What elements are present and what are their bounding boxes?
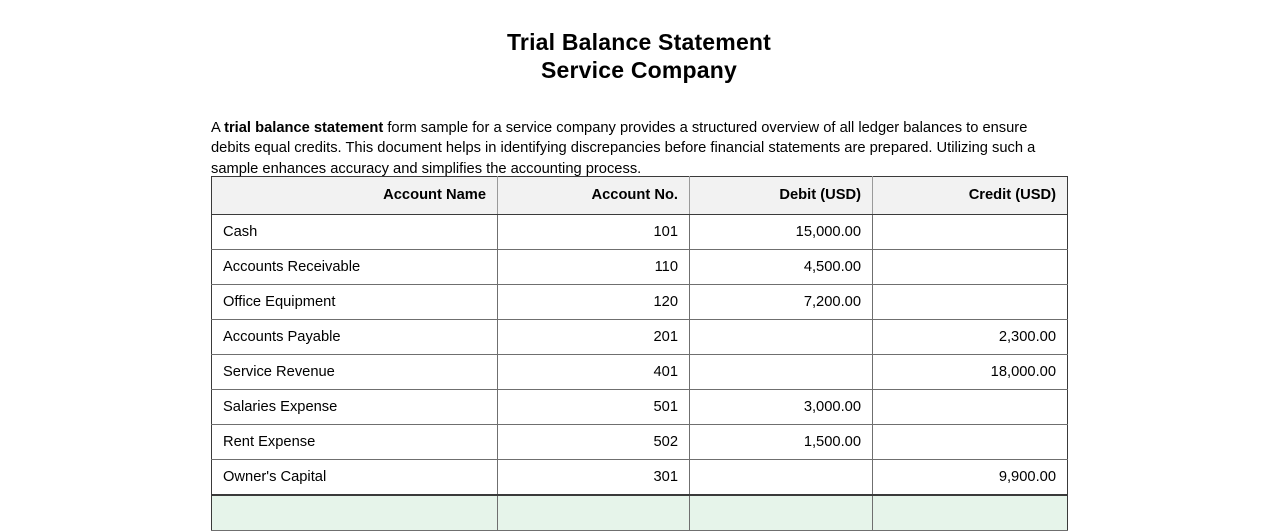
cell-account-no: 401 xyxy=(498,355,690,390)
table-row xyxy=(212,390,1068,425)
cell-account-no: 201 xyxy=(498,320,690,355)
table-row xyxy=(212,460,1068,496)
cell-debit: 7,200.00 xyxy=(690,285,873,320)
table-row xyxy=(212,355,1068,390)
document-title: Trial Balance Statement xyxy=(506,29,772,55)
cell-credit xyxy=(873,495,1068,531)
table-body xyxy=(212,215,1068,531)
cell-account-name: Accounts Payable xyxy=(212,320,498,355)
cell-account-no xyxy=(498,495,690,531)
cell-debit xyxy=(690,320,873,355)
column-header-account-name: Account Name xyxy=(212,177,498,215)
cell-account-name: Service Revenue xyxy=(212,355,498,390)
table-row xyxy=(212,320,1068,355)
cell-account-no: 502 xyxy=(498,425,690,460)
cell-account-no: 120 xyxy=(498,285,690,320)
cell-account-no: 501 xyxy=(498,390,690,425)
cell-account-no: 301 xyxy=(498,460,690,496)
cell-account-name: Cash xyxy=(212,215,498,250)
column-header-credit: Credit (USD) xyxy=(873,177,1068,215)
cell-account-name: Salaries Expense xyxy=(212,390,498,425)
cell-account-name: Office Equipment xyxy=(212,285,498,320)
cell-debit: 1,500.00 xyxy=(690,425,873,460)
cell-account-no: 110 xyxy=(498,250,690,285)
cell-debit: 3,000.00 xyxy=(690,390,873,425)
cell-account-no: 101 xyxy=(498,215,690,250)
cell-credit: 2,300.00 xyxy=(873,320,1068,355)
table-header-row xyxy=(212,177,1068,215)
cell-account-name: Owner's Capital xyxy=(212,460,498,496)
trial-balance-table xyxy=(211,176,1068,531)
intro-bold-term: trial balance statement xyxy=(224,119,384,136)
table-row xyxy=(212,215,1068,250)
cell-debit xyxy=(690,495,873,531)
table-row xyxy=(212,250,1068,285)
cell-credit: 18,000.00 xyxy=(873,355,1068,390)
cell-credit xyxy=(873,285,1068,320)
table-row xyxy=(212,425,1068,460)
column-header-account-no: Account No. xyxy=(498,177,690,215)
table-total-row xyxy=(212,495,1068,531)
cell-credit xyxy=(873,390,1068,425)
table-header xyxy=(212,177,1068,215)
cell-account-name: Accounts Receivable xyxy=(212,250,498,285)
intro-lead: A xyxy=(211,119,225,136)
cell-debit xyxy=(690,355,873,390)
intro-paragraph xyxy=(211,118,1067,179)
column-header-debit: Debit (USD) xyxy=(690,177,873,215)
document-subtitle: Service Company xyxy=(540,57,738,83)
cell-credit xyxy=(873,250,1068,285)
cell-credit: 9,900.00 xyxy=(873,460,1068,496)
cell-debit xyxy=(690,460,873,496)
cell-account-name: Rent Expense xyxy=(212,425,498,460)
cell-credit xyxy=(873,215,1068,250)
cell-debit: 15,000.00 xyxy=(690,215,873,250)
cell-account-name xyxy=(212,495,498,531)
intro-rest: form sample for a service company provides a structured overview of all ledger balances to ensure debits equal credits. This document helps in identifying discrepancies before financial statements are prepared. Utilizing such a sample enhances accuracy and simplifies the accounting process. xyxy=(211,119,1036,177)
cell-debit: 4,500.00 xyxy=(690,250,873,285)
table-row xyxy=(212,285,1068,320)
cell-credit xyxy=(873,425,1068,460)
